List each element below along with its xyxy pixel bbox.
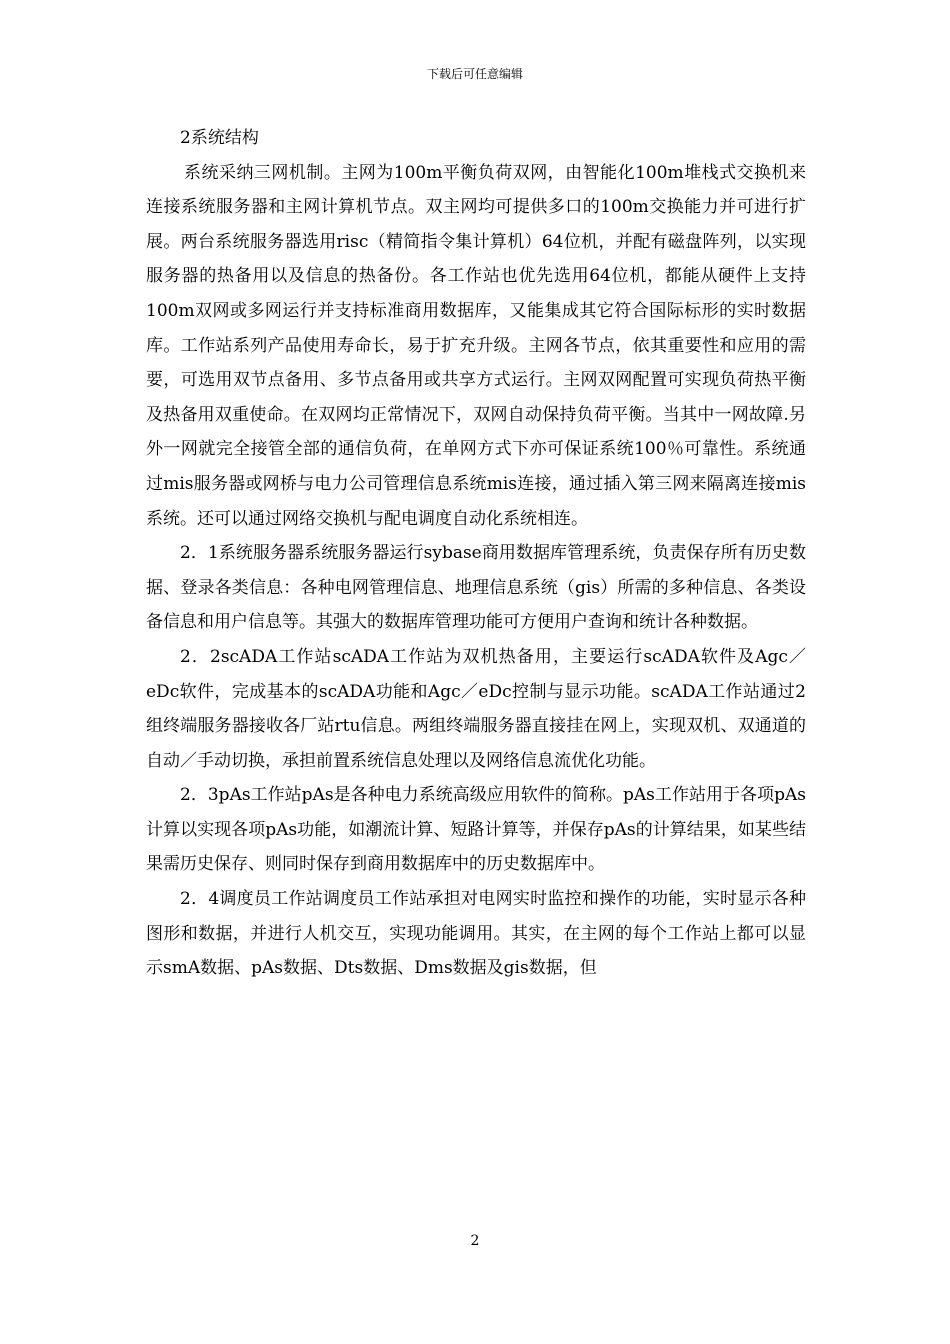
paragraph-dispatcher-workstation: 2．4调度员工作站调度员工作站承担对电网实时监控和操作的功能，实时显示各种图形和数据，并进行人机交互，实现功能调用。其实，在主网的每个工作站上都可以显示smA数据、pAs数据、Dts数据、Dms数据及gis数据，但 [146,889,806,979]
paragraph-scada-workstation: 2．2scADA工作站scADA工作站为双机热备用，主要运行scADA软件及Agc／eDc软件，完成基本的scADA功能和Agc／eDc控制与显示功能。scADA工作站通过2组终端服务器接收各厂站rtu信息。两组终端服务器直接挂在网上，实现双机、双通道的自动／手动切换，承担前置系统信息处理以及网络信息流优化功能。 [146,646,806,771]
paragraph-pas-workstation: 2．3pAs工作站pAs是各种电力系统高级应用软件的简称。pAs工作站用于各项pAs计算以实现各项pAs功能，如潮流计算、短路计算等，并保存pAs的计算结果，如某些结果需历史保存、则同时保存到商用数据库中的历史数据库中。 [146,785,806,875]
document-body [146,121,806,986]
paragraph-system-server: 2．1系统服务器系统服务器运行sybase商用数据库管理系统，负责保存所有历史数据、登录各类信息：各种电网管理信息、地理信息系统（gis）所需的多种信息、各类设备信息和用户信息等。其强大的数据库管理功能可方便用户查询和统计各种数据。 [146,543,806,633]
section-heading: 2系统结构 [180,128,259,148]
page-header: 下载后可任意编辑 [426,67,523,81]
paragraph-system-structure: 系统采纳三网机制。主网为100m平衡负荷双网，由智能化100m堆栈式交换机来连接系统服务器和主网计算机节点。双主网均可提供多口的100m交换能力并可进行扩展。两台系统服务器选用risc（精简指令集计算机）64位机，并配有磁盘阵列，以实现服务器的热备用以及信息的热备份。各工作站也优先选用64位机，都能从硬件上支持100m双网或多网运行并支持标准商用数据库，又能集成其它符合国际标形的实时数据库。工作站系列产品使用寿命长，易于扩充升级。主网各节点，依其重要性和应用的需要，可选用双节点备用、多节点备用或共享方式运行。主网双网配置可实现负荷热平衡及热备用双重使命。在双网均正常情况下，双网自动保持负荷平衡。当其中一网故障.另外一网就完全接管全部的通信负荷，在单网方式下亦可保证系统100％可靠性。系统通过mis服务器或网桥与电力公司管理信息系统mis连接，通过插入第三网来隔离连接mis系统。还可以通过网络交换机与配电调度自动化系统相连。 [146,162,806,529]
page-number: 2 [470,1233,480,1249]
